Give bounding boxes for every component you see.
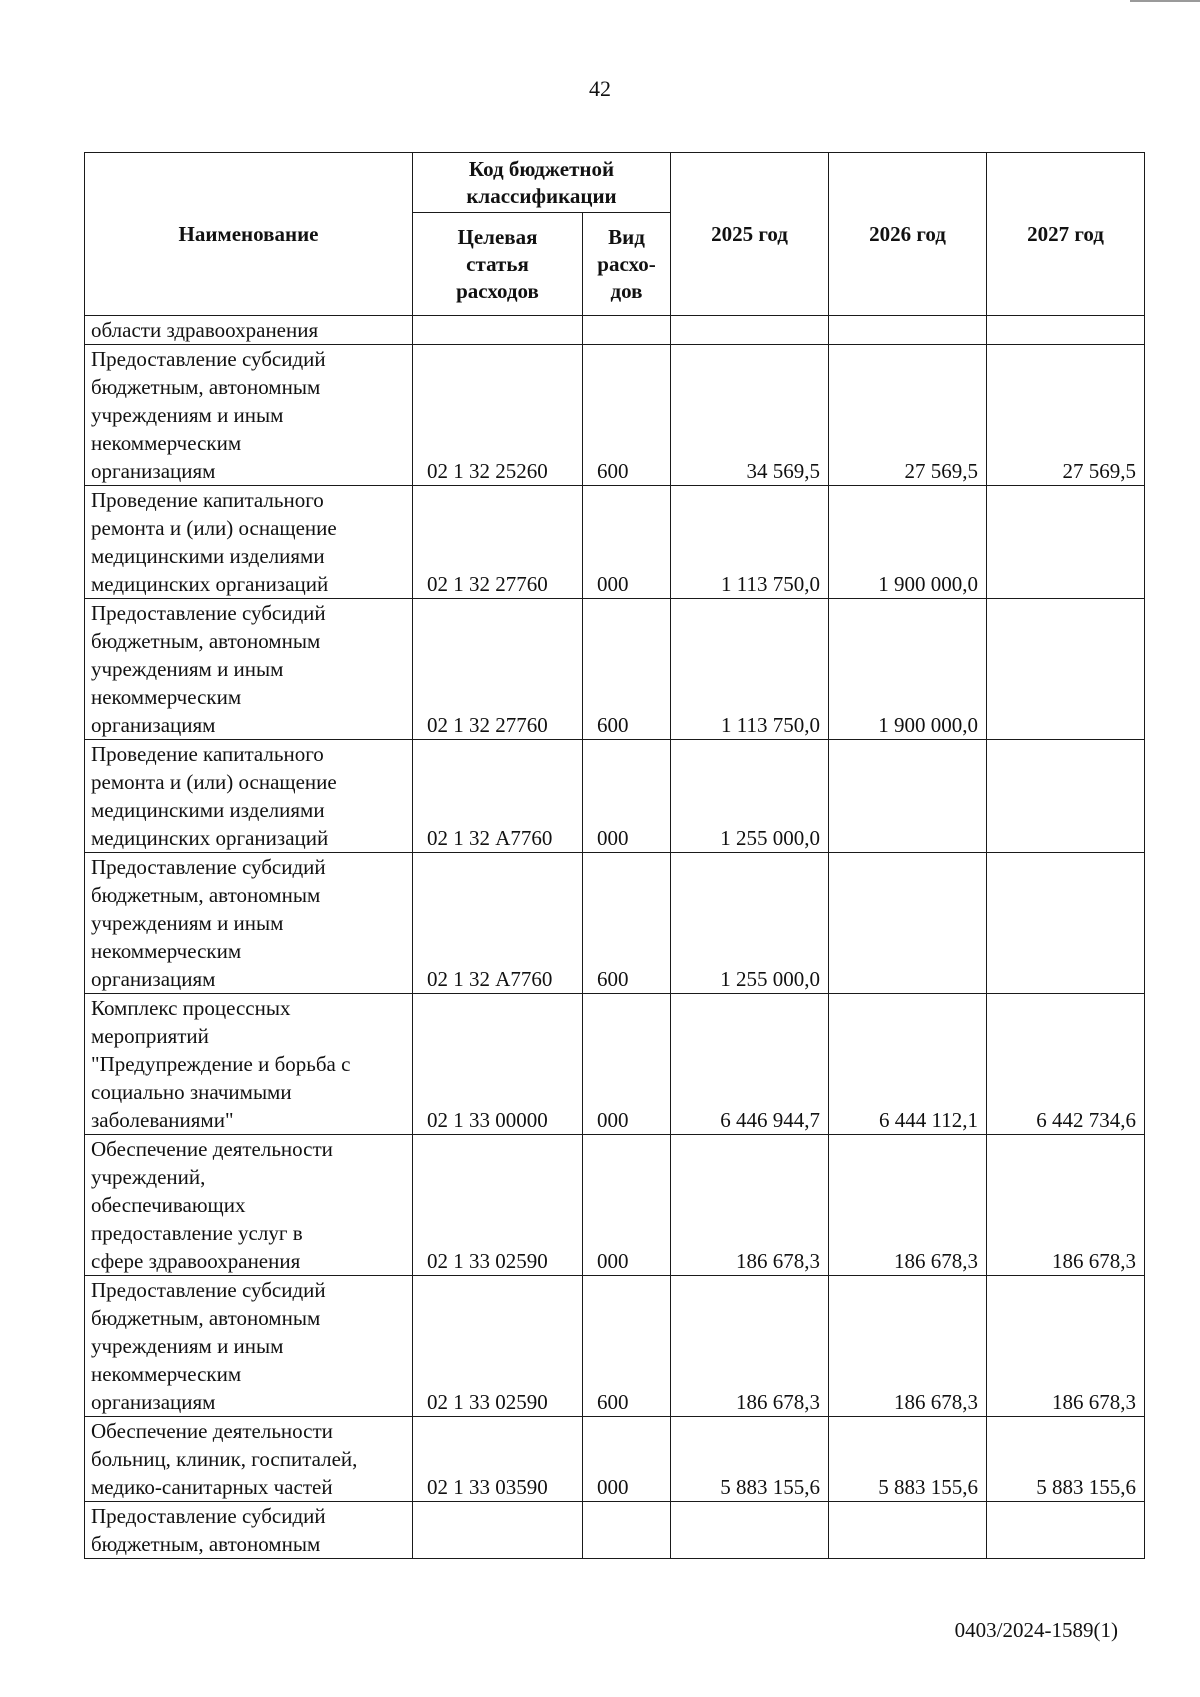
table-row xyxy=(85,345,1145,486)
header-2026: 2026 год xyxy=(829,153,987,316)
row-target-article: 02 1 32 27760 xyxy=(413,599,583,740)
row-name-line: медицинскими изделиями xyxy=(91,798,325,822)
row-value-2025 xyxy=(671,316,829,345)
row-name-line: медицинских организаций xyxy=(91,826,329,850)
row-name-line: бюджетным, автономным xyxy=(91,1532,321,1556)
row-target-article: 02 1 32 А7760 xyxy=(413,740,583,853)
row-name-line: учреждениям и иным xyxy=(91,403,284,427)
row-name-line: бюджетным, автономным xyxy=(91,375,321,399)
row-target-article: 02 1 33 00000 xyxy=(413,994,583,1135)
row-value-2027 xyxy=(987,599,1145,740)
row-value-2025: 34 569,5 xyxy=(671,345,829,486)
row-name-line: социально значимыми xyxy=(91,1080,292,1104)
table-header xyxy=(85,153,1145,316)
row-value-2027 xyxy=(987,853,1145,994)
row-name-line: области здравоохранения xyxy=(91,318,319,342)
row-name-line: Комплекс процессных xyxy=(91,996,291,1020)
row-name-line: учреждениям и иным xyxy=(91,911,284,935)
row-target-article: 02 1 32 А7760 xyxy=(413,853,583,994)
row-name-line: бюджетным, автономным xyxy=(91,629,321,653)
row-name-cell xyxy=(85,1135,413,1276)
row-value-2026: 27 569,5 xyxy=(829,345,987,486)
row-name-cell xyxy=(85,599,413,740)
row-value-2025: 1 255 000,0 xyxy=(671,853,829,994)
row-name-cell xyxy=(85,345,413,486)
row-name-line: учреждениям и иным xyxy=(91,1334,284,1358)
header-2025: 2025 год xyxy=(671,153,829,316)
row-name-cell xyxy=(85,1417,413,1502)
row-expense-type: 000 xyxy=(583,1135,671,1276)
row-expense-type: 000 xyxy=(583,994,671,1135)
row-name-line: Проведение капитального xyxy=(91,488,324,512)
table-row xyxy=(85,1135,1145,1276)
row-expense-type: 600 xyxy=(583,599,671,740)
row-name-cell xyxy=(85,740,413,853)
table-row xyxy=(85,740,1145,853)
row-name-line: некоммерческим xyxy=(91,939,242,963)
row-expense-type: 600 xyxy=(583,853,671,994)
row-value-2025: 1 255 000,0 xyxy=(671,740,829,853)
row-target-article xyxy=(413,316,583,345)
row-value-2026: 186 678,3 xyxy=(829,1135,987,1276)
row-name-line: "Предупреждение и борьба с xyxy=(91,1052,351,1076)
row-target-article: 02 1 32 25260 xyxy=(413,345,583,486)
header-budget-code-group: Код бюджетной классификации xyxy=(413,153,671,213)
row-value-2027 xyxy=(987,1502,1145,1559)
row-value-2026 xyxy=(829,853,987,994)
row-name-line: медицинских организаций xyxy=(91,572,329,596)
row-name-line: мероприятий xyxy=(91,1024,209,1048)
table-row xyxy=(85,316,1145,345)
row-value-2025 xyxy=(671,1502,829,1559)
row-value-2027: 186 678,3 xyxy=(987,1276,1145,1417)
header-target-article: Целевая статья расходов xyxy=(413,213,583,316)
row-value-2026: 1 900 000,0 xyxy=(829,599,987,740)
row-name-line: бюджетным, автономным xyxy=(91,1306,321,1330)
row-name-line: учреждений, xyxy=(91,1165,206,1189)
row-name-line: заболеваниями" xyxy=(91,1108,234,1132)
header-name: Наименование xyxy=(85,153,413,316)
row-name-line: Предоставление субсидий xyxy=(91,601,326,625)
row-value-2027 xyxy=(987,740,1145,853)
row-value-2025: 5 883 155,6 xyxy=(671,1417,829,1502)
row-target-article: 02 1 33 02590 xyxy=(413,1135,583,1276)
row-name-line: организациям xyxy=(91,1390,216,1414)
header-2027: 2027 год xyxy=(987,153,1145,316)
row-name-line: некоммерческим xyxy=(91,685,242,709)
row-name-line: медицинскими изделиями xyxy=(91,544,325,568)
table-row xyxy=(85,599,1145,740)
row-value-2026 xyxy=(829,740,987,853)
row-value-2026: 6 444 112,1 xyxy=(829,994,987,1135)
row-name-line: Предоставление субсидий xyxy=(91,347,326,371)
page-number: 42 xyxy=(589,76,611,101)
table-row xyxy=(85,486,1145,599)
row-name-line: Предоставление субсидий xyxy=(91,1278,326,1302)
row-value-2026: 1 900 000,0 xyxy=(829,486,987,599)
row-target-article: 02 1 33 03590 xyxy=(413,1417,583,1502)
document-footer-code: 0403/2024-1589(1) xyxy=(954,1618,1118,1642)
row-value-2027: 27 569,5 xyxy=(987,345,1145,486)
row-name-cell xyxy=(85,994,413,1135)
row-value-2027 xyxy=(987,486,1145,599)
table-row xyxy=(85,1502,1145,1559)
row-name-cell xyxy=(85,1276,413,1417)
row-name-line: Обеспечение деятельности xyxy=(91,1137,333,1161)
row-expense-type: 000 xyxy=(583,486,671,599)
row-value-2026 xyxy=(829,1502,987,1559)
table-body xyxy=(85,316,1145,1559)
row-expense-type: 600 xyxy=(583,345,671,486)
table-row xyxy=(85,1417,1145,1502)
row-target-article xyxy=(413,1502,583,1559)
row-value-2027: 6 442 734,6 xyxy=(987,994,1145,1135)
header-expense-type: Вид расхо-дов xyxy=(583,213,671,316)
row-value-2027: 5 883 155,6 xyxy=(987,1417,1145,1502)
row-value-2027 xyxy=(987,316,1145,345)
row-name-line: учреждениям и иным xyxy=(91,657,284,681)
row-name-line: организациям xyxy=(91,967,216,991)
table-row xyxy=(85,1276,1145,1417)
row-expense-type xyxy=(583,1502,671,1559)
row-value-2025: 186 678,3 xyxy=(671,1276,829,1417)
row-name-line: ремонта и (или) оснащение xyxy=(91,516,337,540)
row-expense-type xyxy=(583,316,671,345)
row-name-line: больниц, клиник, госпиталей, xyxy=(91,1447,358,1471)
row-target-article: 02 1 33 02590 xyxy=(413,1276,583,1417)
row-name-line: медико-санитарных частей xyxy=(91,1475,333,1499)
row-target-article: 02 1 32 27760 xyxy=(413,486,583,599)
table-row xyxy=(85,853,1145,994)
row-name-line: организациям xyxy=(91,459,216,483)
row-name-line: предоставление услуг в xyxy=(91,1221,303,1245)
row-name-line: некоммерческим xyxy=(91,1362,242,1386)
row-value-2027: 186 678,3 xyxy=(987,1135,1145,1276)
row-expense-type: 000 xyxy=(583,1417,671,1502)
row-name-line: Предоставление субсидий xyxy=(91,1504,326,1528)
row-name-line: Обеспечение деятельности xyxy=(91,1419,333,1443)
row-value-2025: 1 113 750,0 xyxy=(671,599,829,740)
row-value-2025: 186 678,3 xyxy=(671,1135,829,1276)
row-name-line: бюджетным, автономным xyxy=(91,883,321,907)
row-name-line: сфере здравоохранения xyxy=(91,1249,301,1273)
row-value-2025: 1 113 750,0 xyxy=(671,486,829,599)
row-value-2026: 5 883 155,6 xyxy=(829,1417,987,1502)
row-expense-type: 000 xyxy=(583,740,671,853)
row-value-2025: 6 446 944,7 xyxy=(671,994,829,1135)
table-row xyxy=(85,994,1145,1135)
row-name-cell xyxy=(85,316,413,345)
row-name-cell xyxy=(85,853,413,994)
scan-corner-mark xyxy=(1130,0,1200,2)
row-name-line: организациям xyxy=(91,713,216,737)
row-name-line: обеспечивающих xyxy=(91,1193,246,1217)
row-value-2026 xyxy=(829,316,987,345)
row-name-line: некоммерческим xyxy=(91,431,242,455)
row-name-line: Предоставление субсидий xyxy=(91,855,326,879)
row-expense-type: 600 xyxy=(583,1276,671,1417)
row-value-2026: 186 678,3 xyxy=(829,1276,987,1417)
row-name-cell xyxy=(85,1502,413,1559)
budget-table xyxy=(84,152,1145,1559)
row-name-line: ремонта и (или) оснащение xyxy=(91,770,337,794)
row-name-line: Проведение капитального xyxy=(91,742,324,766)
row-name-cell xyxy=(85,486,413,599)
